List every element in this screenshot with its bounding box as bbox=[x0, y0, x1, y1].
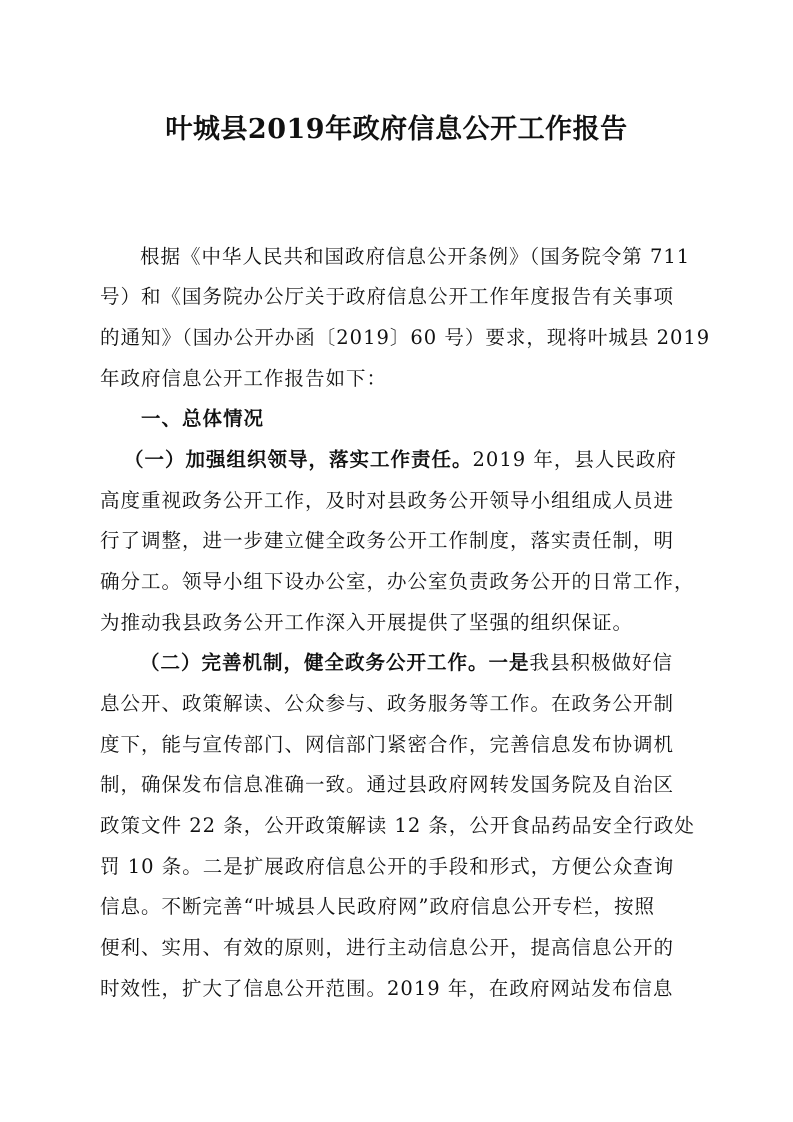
section-heading-overview: 一、总体情况 bbox=[141, 407, 265, 430]
page-title: 叶城县2019年政府信息公开工作报告 bbox=[165, 114, 628, 145]
para1-line-1-text: 2019 年，县人民政府 bbox=[472, 448, 677, 471]
para1-line-2: 高度重视政务公开工作，及时对县政务公开领导小组组成人员进 bbox=[100, 489, 675, 512]
intro-line-4: 年政府信息公开工作报告如下： bbox=[100, 367, 388, 390]
para2-emphasis: 一是 bbox=[488, 651, 530, 674]
para2-line-6: 罚 10 条。二是扩展政府信息公开的手段和形式，方便公众查询 bbox=[100, 855, 675, 878]
para2-line-2: 息公开、政策解读、公众参与、政务服务等工作。在政务公开制 bbox=[100, 692, 675, 715]
para2-line-4: 制，确保发布信息准确一致。通过县政府网转发国务院及自治区 bbox=[100, 773, 675, 796]
para1-line-4: 确分工。领导小组下设办公室，办公室负责政务公开的日常工作， bbox=[100, 570, 695, 593]
para2-line-1-text: 我县积极做好信 bbox=[529, 651, 674, 674]
para2-heading: （二）完善机制，健全政务公开工作。 bbox=[140, 651, 489, 674]
para1-line-1 bbox=[124, 445, 677, 475]
para2-line-3: 度下，能与宣传部门、网信部门紧密合作，完善信息发布协调机 bbox=[100, 733, 675, 756]
para1-line-3: 行了调整，进一步建立健全政务公开工作制度，落实责任制，明 bbox=[100, 529, 675, 552]
para1-heading: （一）加强组织领导，落实工作责任。 bbox=[124, 448, 473, 471]
para2-line-1 bbox=[140, 648, 673, 678]
intro-line-1: 根据《中华人民共和国政府信息公开条例》（国务院令第 711 bbox=[140, 245, 691, 268]
para2-line-8: 便利、实用、有效的原则，进行主动信息公开，提高信息公开的 bbox=[100, 936, 675, 959]
intro-line-2: 号）和《国务院办公厅关于政府信息公开工作年度报告有关事项 bbox=[100, 285, 675, 308]
para2-line-7: 信息。不断完善“叶城县人民政府网”政府信息公开专栏，按照 bbox=[100, 895, 655, 918]
para2-line-9: 时效性，扩大了信息公开范围。2019 年，在政府网站发布信息 bbox=[100, 977, 674, 1000]
para1-line-5: 为推动我县政务公开工作深入开展提供了坚强的组织保证。 bbox=[100, 611, 634, 634]
para2-line-5: 政策文件 22 条，公开政策解读 12 条，公开食品药品安全行政处 bbox=[100, 814, 695, 837]
intro-line-3: 的通知》（国办公开办函〔2019〕60 号）要求，现将叶城县 2019 bbox=[100, 326, 711, 349]
